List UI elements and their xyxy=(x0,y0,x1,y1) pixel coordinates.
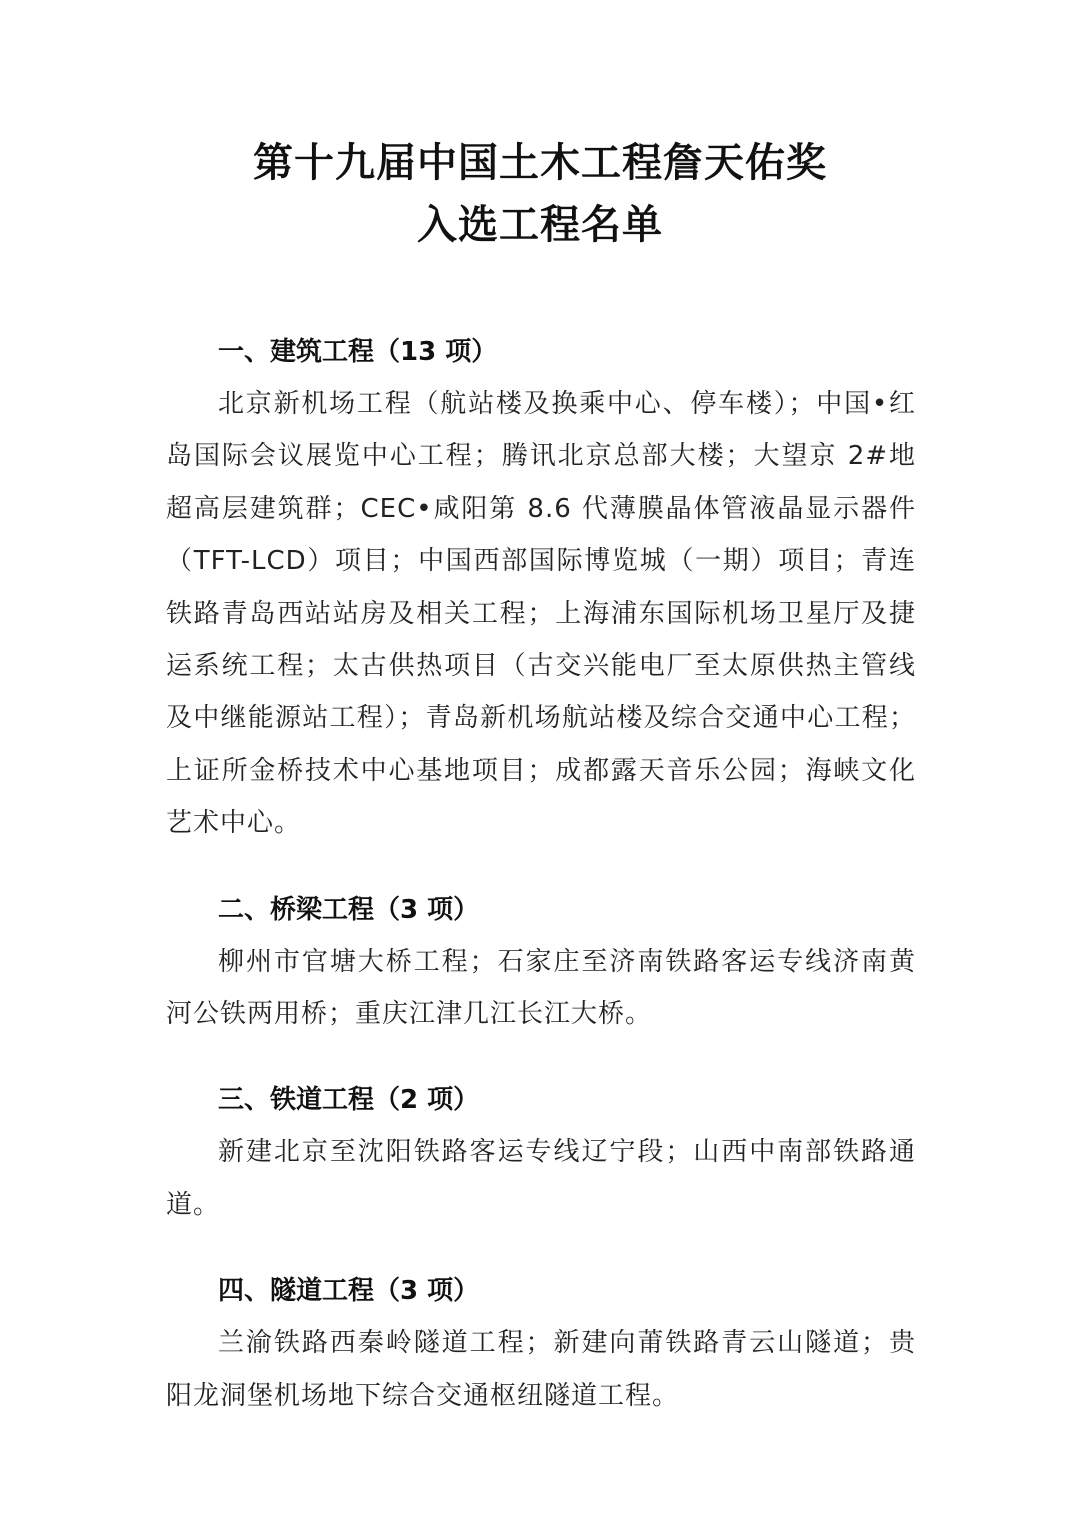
section-heading: 三、铁道工程（2 项） xyxy=(218,1085,480,1116)
section-body: 柳州市官塘大桥工程；石家庄至济南铁路客运专线济南黄河公铁两用桥；重庆江津几江长江大桥。 xyxy=(166,946,916,1030)
section-tunnels xyxy=(166,1265,916,1422)
page-subtitle: 入选工程名单 xyxy=(417,201,663,248)
section-body: 北京新机场工程（航站楼及换乘中心、停车楼）；中国•红岛国际会议展览中心工程；腾讯北京总部大楼；大望京 2#地超高层建筑群；CEC•咸阳第 8.6 代薄膜晶体管液晶显示器件（TFT-LCD）项目；中国西部国际博览城（一期）项目；青连铁路青岛西站站房及相关工程；上海浦东国际机场卫星厅及捷运系统工程；太古供热项目（古交兴能电厂至太原供热主管线及中继能源站工程）；青岛新机场航站楼及综合交通中心工程；上证所金桥技术中心基地项目；成都露天音乐公园；海峡文化艺术中心。 xyxy=(166,389,916,839)
document-content xyxy=(166,326,916,1456)
title-block xyxy=(0,132,1080,256)
section-railways xyxy=(166,1074,916,1231)
section-bridges xyxy=(166,884,916,1041)
section-heading: 四、隧道工程（3 项） xyxy=(218,1276,480,1307)
page-title: 第十九届中国土木工程詹天佑奖 xyxy=(253,139,827,186)
section-heading: 一、建筑工程（13 项） xyxy=(218,337,498,367)
section-heading: 二、桥梁工程（3 项） xyxy=(218,894,480,925)
section-architecture xyxy=(166,326,916,850)
section-body: 兰渝铁路西秦岭隧道工程；新建向莆铁路青云山隧道；贵阳龙洞堡机场地下综合交通枢纽隧道工程。 xyxy=(166,1328,916,1411)
section-body: 新建北京至沈阳铁路客运专线辽宁段；山西中南部铁路通道。 xyxy=(166,1137,916,1220)
